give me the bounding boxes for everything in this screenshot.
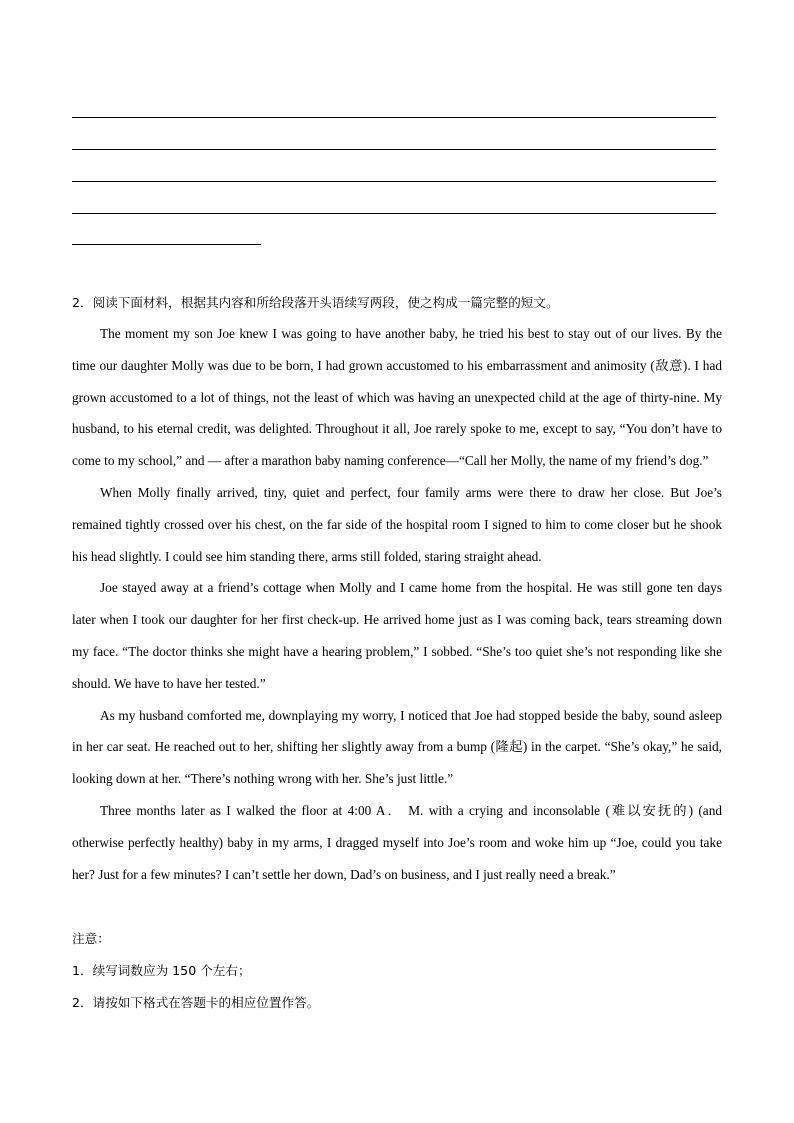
answer-line: [72, 181, 716, 182]
passage-paragraph-2: When Molly finally arrived, tiny, quiet and perfect, four family arms were there to draw her close. But Joe’s remained tightly crossed over his chest, on the far side of the hospital room I signed to him to come closer but he shook his head slightly. I could see him standing there, arms still folded, staring straight ahead.: [72, 484, 722, 564]
question-title: 2．阅读下面材料，根据其内容和所给段落开头语续写两段，使之构成一篇完整的短文。: [72, 295, 559, 310]
answer-line: [72, 117, 716, 118]
passage-paragraph-1: The moment my son Joe knew I was going to have another baby, he tried his best to stay out of our lives. By the time our daughter Molly was due to be born, I had grown accustomed to his embarrassment and animosity (敌意). I had grown accustomed to a lot of things, not the least of which was having an unexpected child at the age of thirty-nine. My husband, to his eternal credit, was delighted. Throughout it all, Joe rarely spoke to me, except to say, “You don’t have to come to my school,” and — after a marathon baby naming conference—“Call her Molly, the name of my friend’s dog.”: [72, 326, 722, 469]
passage: [72, 318, 722, 890]
notes-item-1: 1．续写词数应为 150 个左右；: [72, 962, 251, 978]
answer-line: [72, 213, 716, 214]
passage-paragraph-5: Three months later as I walked the floor at 4:00 A． M. with a crying and inconsolable (难以安抚的) (and otherwise perfectly healthy) baby in my arms, I dragged myself into Joe’s room and woke him up “Joe, could you take her? Just for a few minutes? I can’t settle her down, Dad’s on business, and I just really need a break.”: [72, 802, 722, 882]
passage-paragraph-4: As my husband comforted me, downplaying my worry, I noticed that Joe had stopped beside the baby, sound asleep in her car seat. He reached out to her, shifting her slightly away from a bump (隆起) in the carpet. “She’s okay,” he said, looking down at her. “There’s nothing wrong with her. She’s just little.”: [72, 707, 722, 787]
notes-item-2: 2．请按如下格式在答题卡的相应位置作答。: [72, 994, 320, 1010]
answer-line-short: [72, 244, 261, 245]
passage-paragraph-3: Joe stayed away at a friend’s cottage when Molly and I came home from the hospital. He was still gone ten days later when I took our daughter for her first check-up. He arrived home just as I was coming back, tears streaming down my face. “The doctor thinks she might have a hearing problem,” I sobbed. “She’s too quiet she’s not responding like she should. We have to have her tested.”: [72, 580, 722, 691]
answer-line: [72, 149, 716, 150]
notes: [72, 923, 722, 1018]
notes-heading: 注意：: [72, 931, 110, 946]
